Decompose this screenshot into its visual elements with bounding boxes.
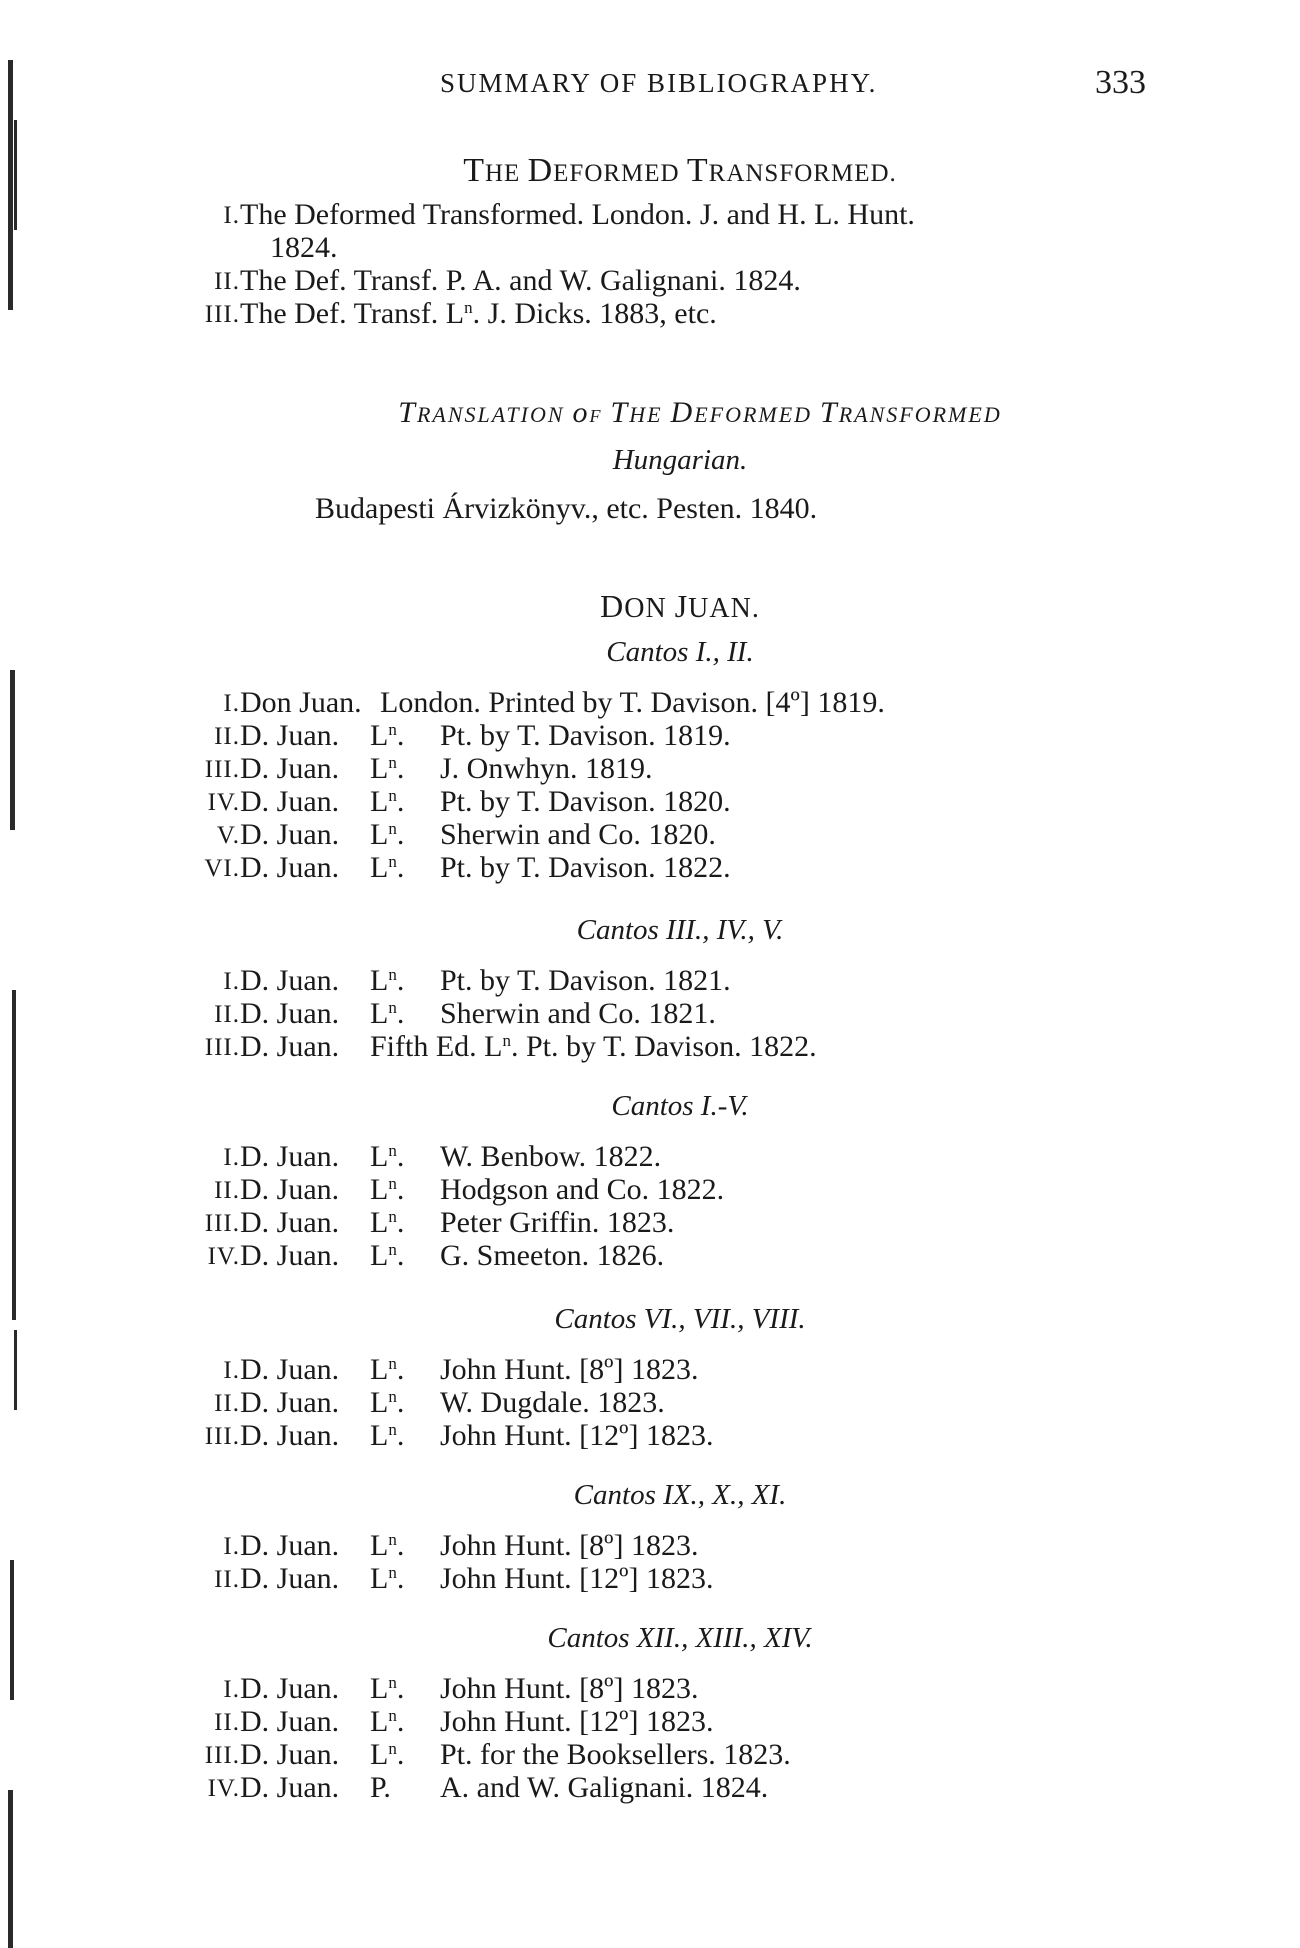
section-heading-don-juan: DON JUAN.	[600, 588, 760, 624]
page-number: 333	[1095, 64, 1146, 101]
translation-entry: Budapesti Árvizkönyv., etc. Pesten. 1840.	[315, 492, 818, 525]
entry-deformed-3: III. The Def. Transf. $L^n$. J. Dicks. 1883, etc.	[204, 297, 717, 330]
entry-deformed-1-cont: 1824.	[270, 231, 338, 264]
cantos-heading: Cantos I., II.	[606, 636, 754, 668]
entry-deformed-1: I. The Deformed Transformed. London. J. and H. L. Hunt.	[223, 198, 915, 231]
section-heading-deformed: THE DEFORMED TRANSFORMED.	[463, 152, 897, 189]
page: SUMMARY OF BIBLIOGRAPHY. 333 THE DEFORMED TRANSFORMED. I. The Deformed Transformed. London. J. and H. L. Hunt. 1824. II. The Def. Transf. P. A. and W. Galignani. 1824. III. The Def. Transf. $L^n$. J. Dicks. 1883, etc. TRANSLATION oF THE DEFORMED TRANSFORMED Hungarian. Budapesti Árvizkönyv., etc. Pesten. 1840. DON JUAN. Cantos I., II. I. Don Juan. London. Printed by T. Davison. [4º] 1819. II. D. Juan. $L^n$. Pt. by T. Davison. 1819. III. D. Juan. $L^n$. J. Onwhyn. 1819. IV. D. Juan. $L^n$. Pt. by T. Davison. 1820. V. D. Juan. $L^n$. Sherwin and Co. 1820. VI. D. Juan. $L^n$. Pt. by T. Davison. 1822. Cantos III., IV., V. I. D. Juan. $L^n$. Pt. by T. Davison. 1821. II. D. Juan. $L^n$. Sherwin and Co. 1821. III. D. Juan. Fifth Ed. $L^n$. Pt. by T. Davison. 1822. Cantos I.-V. I. D. Juan. $L^n$. W. Benbow. 1822. II. D. Juan. $L^n$. Hodgson and Co. 1822. III. D. Juan. $L^n$. Peter Griffin. 1823. IV. D. Juan. $L^n$. G. Smeeton. 1826. Cantos VI., VII., VIII. I. D. Juan. $L^n$. John Hunt. [8º] 1823. II. D. Juan. $L^n$. W. Dugdale. 1823. III. D. Juan. $L^n$. John Hunt. [12º] 1823. Cantos IX., X., XI. I. D. Juan. $L^n$. John Hunt. [8º] 1823. II. D. Juan. $L^n$. John Hunt. [12º] 1823. Cantos XII., XIII., XIV. I. D. Juan. $L^n$. John Hunt. [8º] 1823. II. D. Juan. $L^n$. John Hunt. [12º] 1823. III. D. Juan. $L^n$. Pt. for the Booksellers. 1823. IV. D. Juan. P. A. and W. Galignani. 1824.	[0, 0, 1300, 1948]
cantos-heading: Cantos IX., X., XI.	[573, 1479, 787, 1511]
cantos-heading: Cantos III., IV., V.	[576, 914, 784, 946]
cantos-heading: Cantos I.-V.	[611, 1090, 749, 1122]
entry-deformed-2: II. The Def. Transf. P. A. and W. Galignani. 1824.	[214, 264, 801, 297]
section-heading-translation: TRANSLATION oF THE DEFORMED TRANSFORMED	[398, 396, 1002, 429]
scan-edge-artifact	[0, 0, 34, 1948]
cantos-heading: Cantos VI., VII., VIII.	[554, 1303, 806, 1335]
translation-language: Hungarian.	[612, 444, 748, 476]
running-title: SUMMARY OF BIBLIOGRAPHY.	[440, 68, 878, 98]
cantos-heading: Cantos XII., XIII., XIV.	[547, 1622, 813, 1654]
